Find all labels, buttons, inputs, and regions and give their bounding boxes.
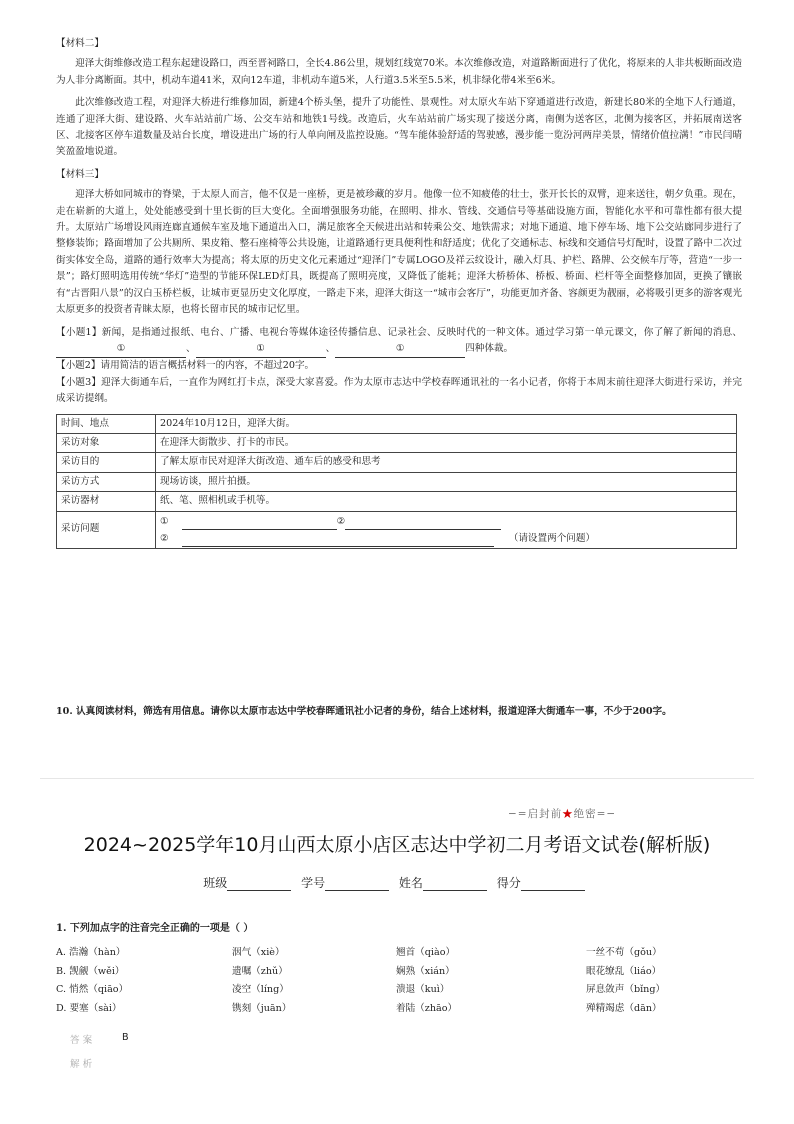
secret-left: −=启封前 [508, 808, 563, 820]
answer-value: B [122, 1032, 129, 1043]
class-field[interactable] [227, 878, 291, 891]
table-row [57, 453, 737, 472]
question-line-1 [160, 513, 732, 530]
question-hint: （请设置两个问题） [508, 532, 596, 544]
student-id-label: 学号 [301, 876, 326, 890]
name-field[interactable] [423, 878, 487, 891]
star-icon: ★ [562, 808, 574, 820]
material2-tag: 【材料二】 [56, 38, 104, 49]
question-blank-1[interactable] [182, 518, 337, 530]
row-value: 现场访谈，照片拍摄。 [156, 472, 737, 491]
question-blank-2[interactable] [182, 535, 494, 547]
interview-outline-table [56, 414, 737, 549]
question-line-2 [160, 530, 732, 547]
option-item: 娴熟（xián） [396, 965, 455, 977]
table-row [57, 472, 737, 491]
answer-blank-2[interactable]: ① [196, 341, 326, 358]
material2-paragraph-1: 迎泽大街维修改造工程东起建设路口，西至晋祠路口，全长4.86公里，规划红线宽70米。本次维修改造，对道路断面进行了优化，将原来的人非共板断面改造为人非分离断面。其中，机动车道41米，双向12车道，非机动车道5米，人行道3.5米至5.5米，机非绿化带4米至6米。 [56, 58, 742, 86]
material3-paragraph-1: 迎泽大桥如同城市的脊梁，于太原人而言，他不仅是一座桥，更是被珍藏的岁月。他像一位不知疲倦的壮士，张开长长的双臂，迎来送往，朝夕负重。现在，走在崭新的大道上，处处能感受到十里长街的巨大变化。全面增强服务功能，在照明、排水、管线、交通信号等基础设施方面，智能化水平和可靠性都有很大提升。太原站广场增设风雨连廊直通候车室及地下通道出入口，满足旅客全天候进出站和转乘公交、地铁需求；对地下通道、地下停车场、地下公交站廊同步进行了整修装饰；路面增加了公共厕所、果皮箱、整石座椅等公共设施，让道路通行更具便利性和舒适度；优化了交通标志、标线和交通信号灯配时，设置了路中二次过街实体安全岛，道路的通行效率大为提高；将太原的历史文化元素通过“迎泽门”专属LOGO及祥云纹设计，融入灯具、护栏、路牌、公交候车厅等，营造“一步一景”；路灯照明选用传统“华灯”造型的节能环保LED灯具，既提高了照明亮度，又降低了能耗；迎泽大桥桥体、桥板、桥面、栏杆等全面整修加固，更换了镶嵌有“古晋阳八景”的汉白玉桥栏板，让城市更显历史文化厚度，一路走下来，迎泽大街这一“城市会客厅”，功能更加齐备、容颜更为靓丽，必将吸引更多的游客观光太原更多的投资者青睐太原，也将长留市民的城市记忆里。 [56, 189, 742, 316]
option-item: A. 浩瀚（hàn） [56, 947, 126, 958]
confidential-mark [508, 806, 616, 821]
interview-questions-cell [156, 511, 737, 548]
writing-task-10: 10. 认真阅读材料，筛选有用信息。请你以太原市志达中学校春晖通讯社小记者的身份，结合上述材料，报道迎泽大街通车一事，不少于200字。 [56, 706, 672, 717]
table-row [57, 511, 737, 548]
question-1-stem: 1. 下列加点字的注音完全正确的一项是（ ） [56, 923, 254, 934]
marker-1: ① [160, 515, 169, 527]
table-row [57, 492, 737, 511]
answer-block [70, 1032, 129, 1046]
option-item: 殚精竭虑（dān） [586, 1002, 662, 1014]
table-row [57, 433, 737, 452]
subquestion-3: 【小题3】迎泽大街通车后，一直作为网红打卡点，深受大家喜爱。作为太原市志达中学校春晖通讯社的一名小记者，你将于本周末前往迎泽大街进行采访，并完成采访提纲。 [56, 376, 742, 405]
option-item: 屏息敛声（bǐng） [586, 984, 666, 995]
option-item: D. 要塞（sài） [56, 1002, 122, 1014]
row-key: 采访方式 [57, 472, 156, 491]
answer-label: 答案 [70, 1035, 96, 1046]
row-key: 采访对象 [57, 433, 156, 452]
option-item: 眼花缭乱（liáo） [586, 965, 662, 977]
row-value: 了解太原市民对迎泽大街改造、通车后的感受和思考 [156, 453, 737, 472]
row-key: 时间、地点 [57, 414, 156, 433]
analysis-label: 解析 [70, 1059, 96, 1070]
table-row [57, 414, 737, 433]
row-key: 采访目的 [57, 453, 156, 472]
student-info [0, 874, 794, 891]
option-item: 溃退（kuì） [396, 984, 450, 995]
option-item: 镌刻（juān） [232, 1002, 292, 1014]
row-value: 纸、笔、照相机或手机等。 [156, 492, 737, 511]
subquestion-1-suffix: 四种体裁。 [465, 342, 514, 354]
option-item: B. 觊觎（wěi） [56, 965, 125, 977]
option-item: 一丝不苟（gǒu） [586, 947, 662, 958]
blank-separator-1: 、 [186, 342, 196, 354]
marker-2: ② [336, 515, 346, 527]
score-field[interactable] [521, 878, 585, 891]
subquestion-1 [56, 325, 742, 359]
row-key: 采访器材 [57, 492, 156, 511]
secret-right: 绝密=− [573, 808, 617, 820]
option-item: 着陆（zhāo） [396, 1002, 458, 1014]
interview-questions-label: 采访问题 [57, 511, 156, 548]
name-label: 姓名 [398, 876, 423, 890]
reading-section [56, 36, 742, 549]
class-label: 班级 [203, 876, 228, 890]
blank-separator-2: 、 [325, 342, 336, 354]
option-item: 洇气（xiè） [232, 947, 285, 958]
student-id-field[interactable] [325, 878, 389, 891]
option-item: 遗嘱（zhǔ） [232, 965, 288, 977]
material3-tag: 【材料三】 [56, 168, 104, 180]
answer-blank-3[interactable]: ① [335, 341, 465, 358]
row-value: 在迎泽大街散步、打卡的市民。 [156, 433, 737, 452]
page-divider [40, 778, 754, 779]
option-item: 凌空（líng） [232, 984, 289, 995]
question-blank-1b[interactable] [345, 518, 501, 530]
marker-3: ② [160, 532, 169, 544]
option-item: C. 悄然（qiāo） [56, 984, 129, 995]
subquestion-2: 【小题2】请用简洁的语言概括材料一的内容，不超过20字。 [56, 360, 315, 372]
answer-blank-1[interactable]: ① [56, 341, 186, 358]
row-value: 2024年10月12日，迎泽大街。 [156, 414, 737, 433]
option-item: 翘首（qiào） [396, 947, 456, 958]
material2-paragraph-2: 此次维修改造工程，对迎泽大桥进行维修加固，新建4个桥头堡，提升了功能性、景观性。对太原火车站下穿通道进行改造，新建长80米的全地下人行通道，连通了迎泽大街、建设路、火车站站前广场、公交车站和地铁1号线。改造后，火车站站前广场实现了接送分离，南侧为送客区，北侧为接客区，并拓展南送客区、北接客区停车道数量及站台长度，增设进出广场的行人单向闸及监控设施。“驾车能体验舒适的驾驶感，漫步能一览汾河两岸美景，情绪价值拉满！”市民闫晴笑盈盈地说道。 [56, 97, 742, 158]
score-label: 得分 [496, 876, 521, 890]
subquestion-1-prefix: 【小题1】新闻，是指通过报纸、电台、广播、电视台等媒体途径传播信息、记录社会、反映时代的一种文体。通过学习第一单元课文，你了解了新闻的消息、 [56, 326, 742, 338]
exam-title: 2024~2025学年10月山西太原小店区志达中学初二月考语文试卷(解析版) [83, 834, 711, 856]
